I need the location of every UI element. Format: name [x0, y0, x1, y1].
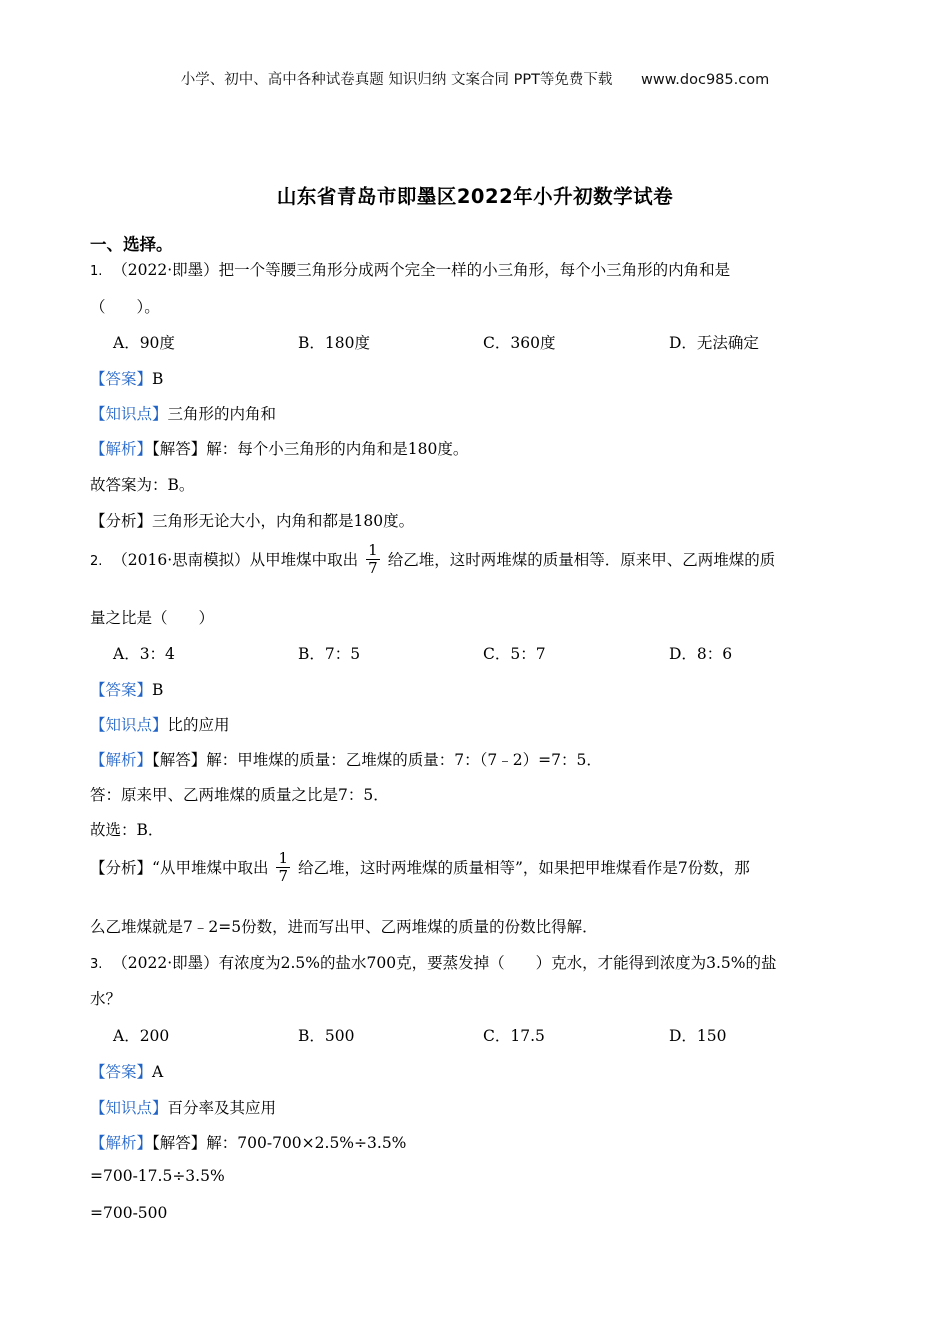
header-url[interactable]: www.doc985.com [641, 72, 770, 88]
q2-analysis [90, 748, 602, 770]
q1-stem: （2022·即墨）把一个等腰三角形分成两个完全一样的小三角形，每个小三角形的内角和是 [112, 261, 731, 279]
q2-option-a: A．3：4 [113, 645, 175, 663]
q2-stem-post: 给乙堆，这时两堆煤的质量相等．原来甲、乙两堆煤的质 [387, 551, 776, 569]
answer-label: 【答案】 [90, 681, 153, 699]
q2-answer-value: B [152, 681, 164, 699]
q3-knowledge-value: 百分率及其应用 [167, 1099, 277, 1117]
q2-stem-pre: （2016·思南模拟）从甲堆煤中取出 [112, 551, 359, 569]
q3-option-b: B．500 [298, 1027, 355, 1045]
q3-step1: =700-17.5÷3.5% [90, 1167, 225, 1185]
q1-option-b: B．180度 [298, 334, 370, 352]
q1-stem-line1 [90, 258, 730, 280]
q3-answer [90, 1060, 163, 1082]
exam-title: 山东省青岛市即墨区2022年小升初数学试卷 [276, 185, 674, 208]
q3-option-a: A．200 [113, 1027, 170, 1045]
q2-fenxi-frac-denominator: 7 [278, 866, 288, 885]
q1-fenxi-text: 三角形无论大小，内角和都是180度。 [152, 512, 415, 530]
q1-knowledge-value: 三角形的内角和 [167, 405, 277, 423]
q2-fenxi-frac-numerator: 1 [278, 849, 288, 867]
q2-fenxi-post: 给乙堆，这时两堆煤的质量相等”，如果把甲堆煤看作是7份数，那 [298, 859, 750, 877]
section-heading: 一、选择。 [90, 235, 173, 254]
q2-answer [90, 678, 163, 700]
knowledge-label: 【知识点】 [90, 716, 168, 734]
q3-step2: =700-500 [90, 1204, 168, 1222]
header-text: 小学、初中、高中各种试卷真题 知识归纳 文案合同 PPT等免费下载 [180, 72, 613, 88]
q2-fenxi-line1 [90, 849, 750, 886]
q2-stem-line2: 量之比是（ ） [90, 609, 215, 627]
q1-conclusion: 故答案为：B。 [90, 476, 195, 494]
q3-option-d: D．150 [669, 1027, 727, 1045]
q2-option-b: B．7：5 [298, 645, 361, 663]
q2-conclusion: 故选：B． [90, 821, 164, 839]
q2-fenxi-pre: “从甲堆煤中取出 [152, 859, 269, 877]
q1-answer [90, 367, 163, 389]
answer-label: 【答案】 [90, 370, 153, 388]
q1-stem-line2: （ ）。 [90, 298, 160, 316]
q3-stem: （2022·即墨）有浓度为2.5%的盐水700克，要蒸发掉（ ）克水，才能得到浓度为3.5%的盐 [112, 954, 777, 972]
page-header [0, 68, 950, 89]
q2-knowledge-value: 比的应用 [167, 716, 230, 734]
q2-option-d: D．8：6 [669, 645, 733, 663]
answer-label: 【答案】 [90, 1063, 153, 1081]
q3-stem-line1 [90, 951, 776, 973]
q2-reply: 答：原来甲、乙两堆煤的质量之比是7：5． [90, 786, 389, 804]
q1-knowledge [90, 402, 276, 424]
q2-fenxi-line2: 么乙堆煤就是7﹣2=5份数，进而写出甲、乙两堆煤的质量的份数比得解． [90, 918, 598, 936]
q3-number: 3. [90, 957, 103, 972]
q1-analysis-text: 【解答】解：每个小三角形的内角和是180度。 [152, 440, 469, 458]
q1-fenxi [90, 509, 414, 531]
q3-knowledge [90, 1096, 276, 1118]
knowledge-label: 【知识点】 [90, 1099, 168, 1117]
q1-option-d: D．无法确定 [669, 334, 759, 352]
q2-analysis-text: 【解答】解：甲堆煤的质量：乙堆煤的质量：7：（7﹣2）=7：5． [152, 751, 602, 769]
q1-option-a: A．90度 [113, 334, 175, 352]
q1-option-c: C．360度 [483, 334, 556, 352]
q3-analysis-text: 【解答】解：700-700×2.5%÷3.5% [152, 1134, 407, 1152]
q1-answer-value: B [152, 370, 164, 388]
q2-frac-numerator: 1 [368, 541, 378, 559]
q3-analysis [90, 1131, 406, 1153]
q2-number: 2. [90, 554, 103, 569]
q3-stem-line2: 水？ [90, 990, 122, 1008]
q2-fenxi-fraction [276, 850, 290, 884]
fenxi-label: 【分析】 [90, 859, 153, 877]
q3-answer-value: A [152, 1063, 164, 1081]
analysis-label: 【解析】 [90, 440, 153, 458]
fenxi-label: 【分析】 [90, 512, 153, 530]
q2-stem-line1 [90, 541, 776, 578]
q1-analysis [90, 437, 468, 459]
q2-fraction [366, 542, 380, 576]
q1-number: 1. [90, 264, 103, 279]
analysis-label: 【解析】 [90, 751, 153, 769]
analysis-label: 【解析】 [90, 1134, 153, 1152]
q2-knowledge [90, 713, 230, 735]
q2-option-c: C．5：7 [483, 645, 546, 663]
q3-option-c: C．17.5 [483, 1027, 545, 1045]
q2-frac-denominator: 7 [368, 558, 378, 577]
knowledge-label: 【知识点】 [90, 405, 168, 423]
